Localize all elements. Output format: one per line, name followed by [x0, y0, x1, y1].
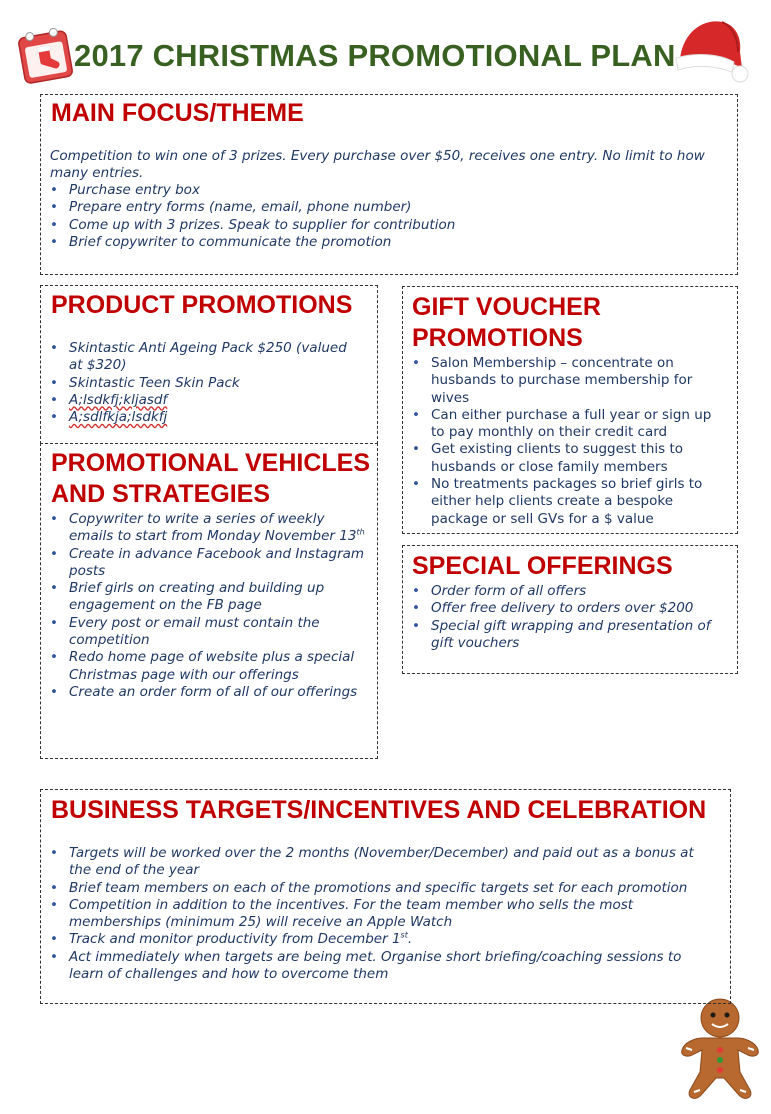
list-item: • Special gift wrapping and presentation of gift vouchers	[412, 618, 728, 653]
ordinal-suffix: st	[400, 930, 408, 940]
list-item: • Act immediately when targets are being met. Organise short briefing/coaching sessions to learn of challenges and how to overcome them	[50, 949, 720, 984]
list-item: • Every post or email must contain the competition	[50, 615, 368, 650]
list-item: • Order form of all offers	[412, 583, 728, 600]
list-item	[50, 409, 362, 426]
calendar-stocking-icon	[13, 22, 79, 86]
list-item	[50, 931, 720, 948]
list-item-text: A;sdlfkja;lsdkfj	[69, 409, 168, 426]
list-item: • Brief team members on each of the promotions and specific targets set for each promotion	[50, 880, 720, 897]
list-item: • Prepare entry forms (name, email, phone number)	[50, 199, 720, 216]
product-promotions-heading: PRODUCT PROMOTIONS	[51, 291, 353, 319]
heading-line: GIFT VOUCHER	[412, 293, 601, 321]
promotional-vehicles-heading	[51, 448, 370, 510]
page-title: 2017 CHRISTMAS PROMOTIONAL PLAN	[74, 38, 676, 73]
list-item: • No treatments packages so brief girls to either help clients create a bespoke package or sell GVs for a $ value	[412, 476, 726, 528]
list-item: • Skintastic Anti Ageing Pack $250 (valued at $320)	[50, 340, 362, 375]
list-item: • Create an order form of all of our offerings	[50, 684, 368, 701]
list-item: • Brief girls on creating and building up engagement on the FB page	[50, 580, 368, 615]
gift-voucher-heading	[412, 292, 601, 354]
list-item-text: Copywriter to write a series of weekly emails to start from Monday November 13	[69, 511, 357, 545]
ordinal-suffix: th	[356, 527, 365, 537]
main-focus-list	[50, 182, 720, 251]
list-item: • Brief copywriter to communicate the promotion	[50, 234, 720, 251]
special-offerings-list	[412, 583, 728, 652]
list-item: • Purchase entry box	[50, 182, 720, 199]
main-focus-heading: MAIN FOCUS/THEME	[51, 99, 304, 127]
santa-hat-icon	[672, 12, 752, 86]
business-targets-heading: BUSINESS TARGETS/INCENTIVES AND CELEBRATION	[51, 796, 707, 824]
list-item: • Salon Membership – concentrate on husbands to purchase membership for wives	[412, 355, 726, 407]
list-item: • Skintastic Teen Skin Pack	[50, 375, 362, 392]
list-item: • Can either purchase a full year or sign up to pay monthly on their credit card	[412, 407, 726, 442]
list-item: • Come up with 3 prizes. Speak to supplier for contribution	[50, 217, 720, 234]
list-item	[50, 511, 368, 546]
list-item-text: A;lsdkfj;kljasdf	[69, 391, 168, 408]
business-targets-list	[50, 845, 720, 983]
list-item: • Offer free delivery to orders over $200	[412, 600, 728, 617]
gingerbread-man-icon	[676, 994, 764, 1104]
gift-voucher-list	[412, 355, 726, 528]
main-focus-intro: Competition to win one of 3 prizes. Every purchase over $50, receives one entry. No limit to how many entries.	[50, 148, 705, 181]
promotional-vehicles-list	[50, 511, 368, 701]
list-item: • Competition in addition to the incentives. For the team member who sells the most memberships (minimum 25) will receive an Apple Watch	[50, 897, 720, 932]
list-item-end: .	[407, 931, 413, 948]
heading-line: AND STRATEGIES	[51, 480, 270, 508]
list-item: • Create in advance Facebook and Instagram posts	[50, 546, 368, 581]
product-promotions-list	[50, 340, 362, 426]
heading-line: PROMOTIONAL VEHICLES	[51, 449, 371, 477]
list-item: • Get existing clients to suggest this to husbands or close family members	[412, 441, 726, 476]
heading-line: PROMOTIONS	[412, 324, 583, 352]
special-offerings-heading: SPECIAL OFFERINGS	[412, 552, 673, 580]
list-item: • Targets will be worked over the 2 months (November/December) and paid out as a bonus at the end of the year	[50, 845, 720, 880]
list-item	[50, 392, 362, 409]
list-item-text: Track and monitor productivity from December 1	[69, 931, 401, 948]
list-item: • Redo home page of website plus a special Christmas page with our offerings	[50, 649, 368, 684]
